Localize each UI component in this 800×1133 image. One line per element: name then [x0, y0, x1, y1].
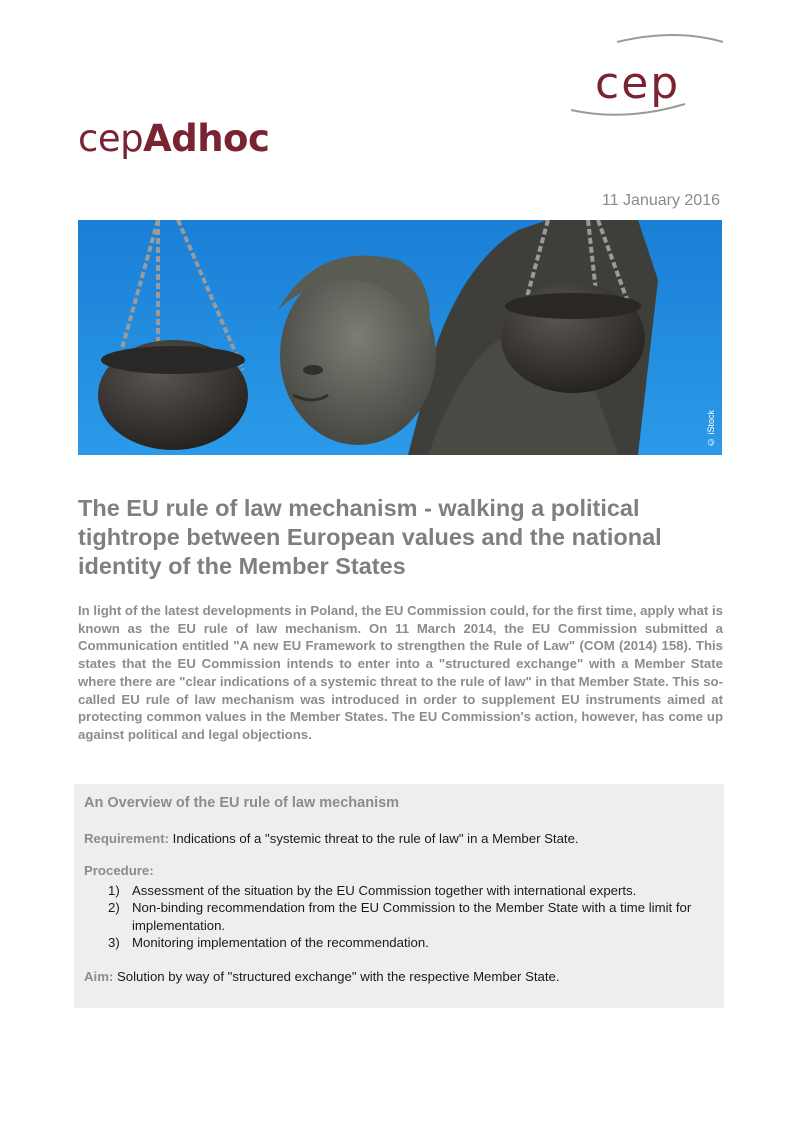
step-text: Non-binding recommendation from the EU Commission to the Member State with a time limit for implementation. — [132, 900, 692, 933]
procedure-step — [84, 934, 714, 952]
procedure-steps — [84, 882, 714, 952]
logo-text: cep — [595, 58, 681, 109]
article-title: The EU rule of law mechanism - walking a political tightrope between European values and the national identity of the Member States — [78, 495, 662, 579]
article-abstract: In light of the latest developments in Poland, the EU Commission could, for the first time, apply what is known as the EU rule of law mechanism. On 11 March 2014, the EU Commission submitted a Communication entitled "A new EU Framework to strengthen the Rule of Law" (COM (2014) 158). This states that the EU Commission intends to enter into a "structured exchange" with a Member State where there are "clear indications of a systemic threat to the rule of law" in that Member State. This so-called EU rule of law mechanism was introduced in order to supplement EU instruments aimed at protecting common values in the Member States. The EU Commission's action, however, has come up against political and legal objections. — [78, 603, 723, 742]
aim-text: Solution by way of "structured exchange" with the respective Member State. — [116, 968, 560, 984]
scales-of-justice-illustration — [78, 220, 722, 455]
step-number: 2) — [108, 900, 120, 915]
image-credit: © iStock — [706, 409, 716, 447]
step-number: 1) — [108, 882, 120, 898]
step-text: Assessment of the situation by the EU Commission together with international experts. — [132, 882, 637, 898]
requirement-text: Indications of a "systemic threat to the rule of law" in a Member State. — [172, 830, 579, 846]
overview-heading: An Overview of the EU rule of law mechanism — [84, 795, 400, 811]
requirement-row — [84, 830, 714, 848]
aim-label: Aim: — [84, 968, 114, 984]
brand-prefix: cep — [78, 117, 144, 160]
overview-box — [74, 784, 724, 1008]
step-text: Monitoring implementation of the recommendation. — [132, 935, 429, 950]
publication-date: 11 January 2016 — [601, 192, 720, 209]
brand-suffix: Adhoc — [143, 117, 270, 160]
aim-row — [84, 968, 714, 986]
requirement-label: Requirement: — [84, 830, 169, 846]
procedure-label: Procedure: — [84, 863, 154, 878]
step-number: 3) — [108, 935, 120, 950]
hero-image — [78, 220, 722, 455]
procedure-step — [84, 882, 714, 900]
brand-wordmark — [78, 117, 270, 160]
procedure-step — [84, 899, 714, 934]
cep-logo — [565, 28, 730, 118]
